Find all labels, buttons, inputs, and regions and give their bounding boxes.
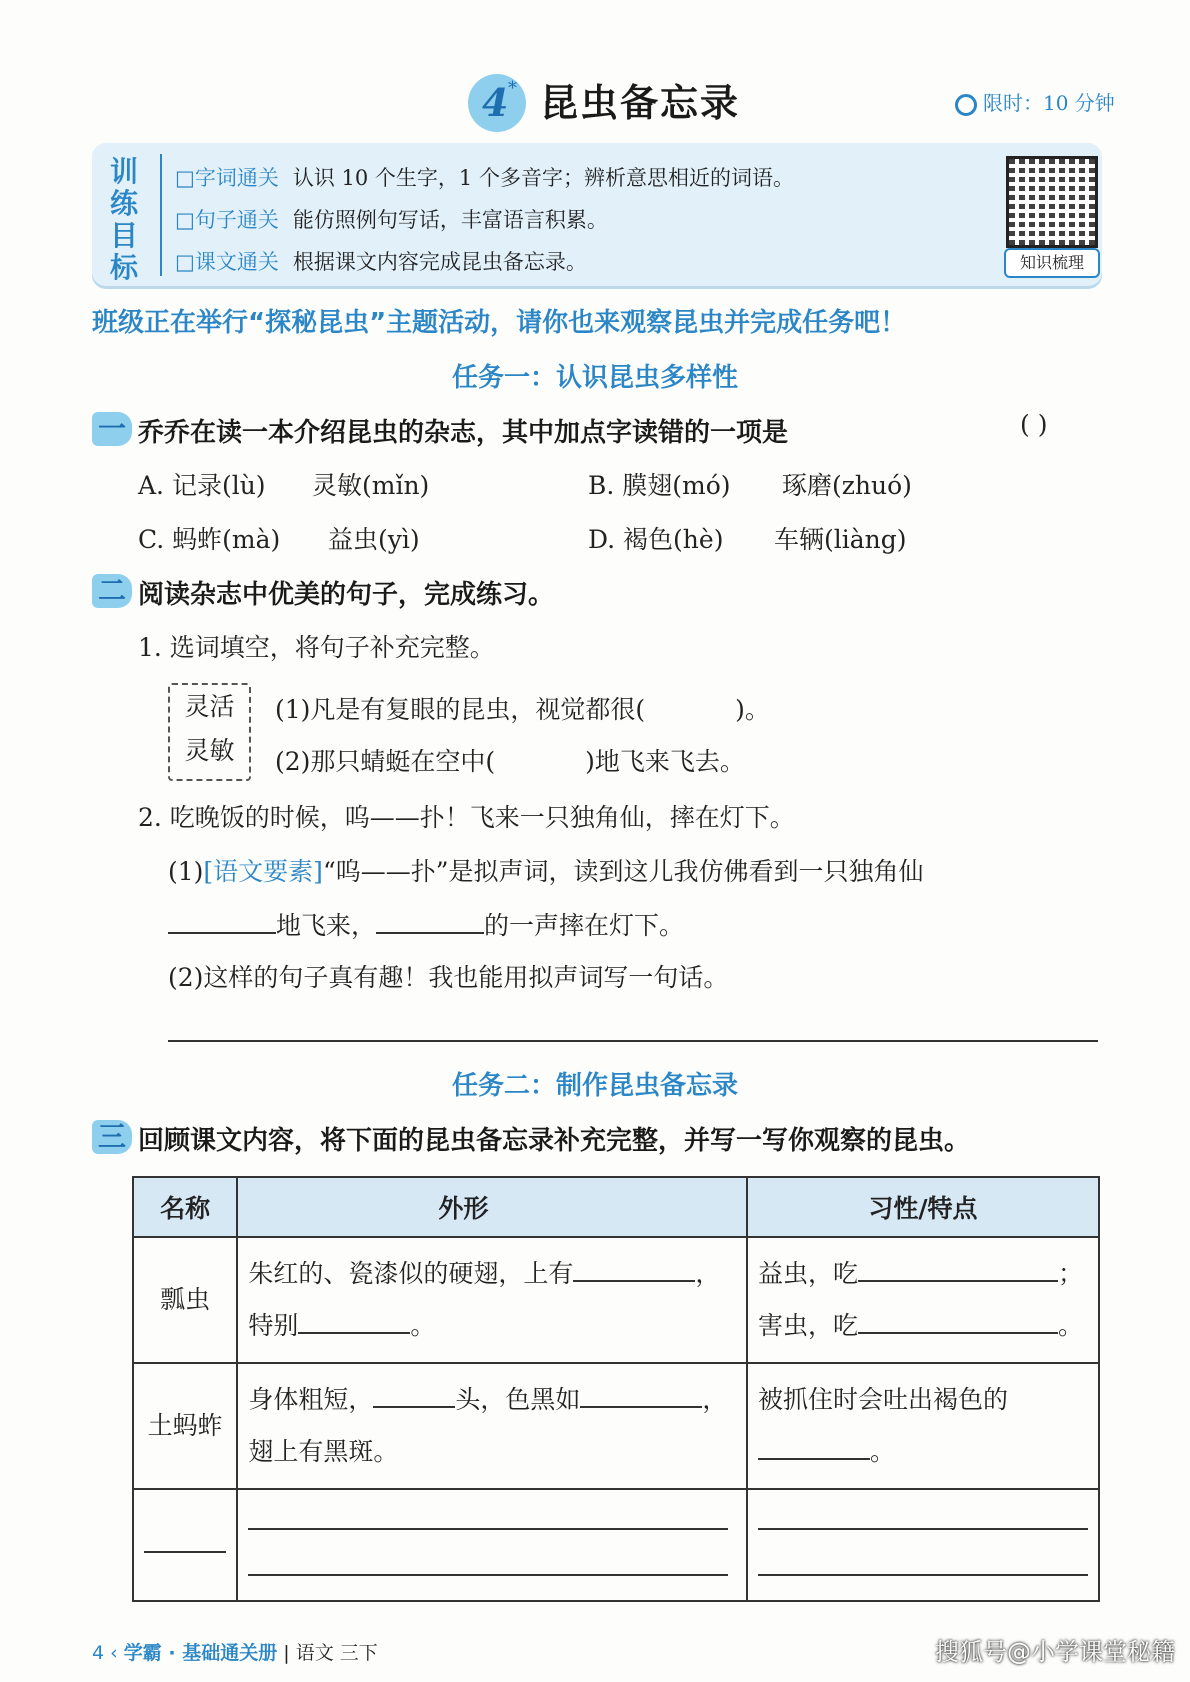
option[interactable]: C. 蚂蚱(mà) <box>138 525 281 554</box>
question-number: 二 <box>92 574 132 608</box>
footer <box>92 1638 378 1665</box>
habit-cell: 益虫，吃 ； 害虫，吃 。 <box>747 1237 1099 1363</box>
activity-banner: 班级正在举行“探秘昆虫”主题活动，请你也来观察昆虫并完成任务吧！ <box>92 308 907 338</box>
option: 益虫(yì) <box>328 525 420 554</box>
insect-memo-table <box>132 1176 1100 1602</box>
element-tag: [语文要素] <box>203 857 323 886</box>
question-text: 阅读杂志中优美的句子，完成练习。 <box>138 580 555 610</box>
qr-label: 知识梳理 <box>1004 248 1100 278</box>
fill-blank[interactable] <box>298 1332 410 1334</box>
option[interactable]: A. 记录(lù) <box>138 471 266 500</box>
fill-blank[interactable] <box>373 1406 455 1408</box>
subject: 语文 三下 <box>295 1642 378 1664</box>
question-number: 一 <box>92 412 132 446</box>
lesson-number: 4 <box>482 80 509 125</box>
answer-line[interactable] <box>758 1574 1088 1576</box>
answer-line[interactable] <box>758 1528 1088 1530</box>
option: 灵敏(mǐn) <box>312 471 430 500</box>
goal-row: □课文通关 根据课文内容完成昆虫备忘录。 <box>175 250 587 274</box>
goals-divider <box>160 154 162 276</box>
option[interactable]: D. 褐色(hè) <box>588 525 724 554</box>
sub-question: 2. 吃晚饭的时候，呜——扑！飞来一只独角仙，摔在灯下。 <box>138 803 795 832</box>
footer-divider: | <box>283 1642 296 1664</box>
lesson-mark: * <box>508 78 517 99</box>
shape-cell: 朱红的、瓷漆似的硬翅，上有 ， 特别 。 <box>237 1237 747 1363</box>
watermark: 搜狐号@小学课堂秘籍 <box>935 1638 1175 1666</box>
goal-row: □字词通关 认识 10 个生字，1 个多音字；辨析意思相近的词语。 <box>175 166 794 190</box>
blank-habit-cell[interactable] <box>747 1489 1099 1601</box>
blank-shape-cell[interactable] <box>237 1489 747 1601</box>
word-choice: 灵敏 <box>184 736 235 765</box>
sub-question-1-line2: 地飞来， 的一声摔在灯下。 <box>168 906 684 942</box>
goals-label: 训练目标 <box>110 155 139 284</box>
table-row <box>133 1363 1099 1489</box>
fill-blank[interactable] <box>144 1551 226 1553</box>
fill-blank[interactable] <box>168 932 276 934</box>
fill-sentence: (1)凡是有复眼的昆虫，视觉都很( )。 <box>275 695 770 724</box>
option: 琢磨(zhuó) <box>782 471 912 500</box>
table-row <box>133 1237 1099 1363</box>
question-text: 回顾课文内容，将下面的昆虫备忘录补充完整，并写一写你观察的昆虫。 <box>138 1126 971 1156</box>
fill-blank[interactable] <box>858 1332 1058 1334</box>
sub-question-1: (1)[语文要素]“呜——扑”是拟声词，读到这儿我仿佛看到一只独角仙 <box>168 857 924 886</box>
answer-line[interactable] <box>248 1528 728 1530</box>
clock-icon <box>955 94 977 116</box>
fill-blank[interactable] <box>573 1280 695 1282</box>
qr-code[interactable] <box>1006 156 1098 248</box>
sub-question: 1. 选词填空，将句子补充完整。 <box>138 633 495 662</box>
timer: 限时：10 分钟 <box>955 87 1115 116</box>
fill-blank[interactable] <box>858 1280 1058 1282</box>
answer-paren[interactable]: ( ) <box>1020 410 1048 439</box>
fill-blank[interactable] <box>758 1458 870 1460</box>
fill-sentence: (2)那只蜻蜓在空中( )地飞来飞去。 <box>275 747 745 776</box>
column-header: 外形 <box>237 1177 747 1237</box>
page-number: 4 <box>92 1642 105 1664</box>
table-header-row <box>133 1177 1099 1237</box>
insect-name: 瓢虫 <box>133 1237 237 1363</box>
shape-cell: 身体粗短， 头，色黑如 ， 翅上有黑斑。 <box>237 1363 747 1489</box>
habit-cell: 被抓住时会吐出褐色的 。 <box>747 1363 1099 1489</box>
sub-question-2: (2)这样的句子真有趣！我也能用拟声词写一句话。 <box>168 963 729 992</box>
option[interactable]: B. 膜翅(mó) <box>588 471 731 500</box>
answer-line[interactable] <box>248 1574 728 1576</box>
option: 车辆(liàng) <box>774 525 907 554</box>
answer-line[interactable] <box>168 1040 1098 1042</box>
chevron-left-icon: ‹ <box>110 1642 124 1664</box>
word-choice: 灵活 <box>184 692 235 721</box>
goal-row: □句子通关 能仿照例句写话，丰富语言积累。 <box>175 208 608 232</box>
fill-blank[interactable] <box>580 1406 702 1408</box>
page-title: 昆虫备忘录 <box>540 81 741 125</box>
question-number: 三 <box>92 1120 132 1154</box>
word-choice-box <box>168 683 251 781</box>
insect-name: 土蚂蚱 <box>133 1363 237 1489</box>
book-title: 学霸 · 基础通关册 <box>123 1642 278 1664</box>
table-row-blank <box>133 1489 1099 1601</box>
column-header: 习性/特点 <box>747 1177 1099 1237</box>
column-header: 名称 <box>133 1177 237 1237</box>
fill-blank[interactable] <box>376 932 484 934</box>
question-text: 乔乔在读一本介绍昆虫的杂志，其中加点字读错的一项是 <box>138 418 789 448</box>
task1-title: 任务一：认识昆虫多样性 <box>452 363 739 393</box>
task2-title: 任务二：制作昆虫备忘录 <box>452 1071 739 1101</box>
blank-name-cell[interactable] <box>133 1489 237 1601</box>
lesson-number-badge <box>468 74 526 132</box>
